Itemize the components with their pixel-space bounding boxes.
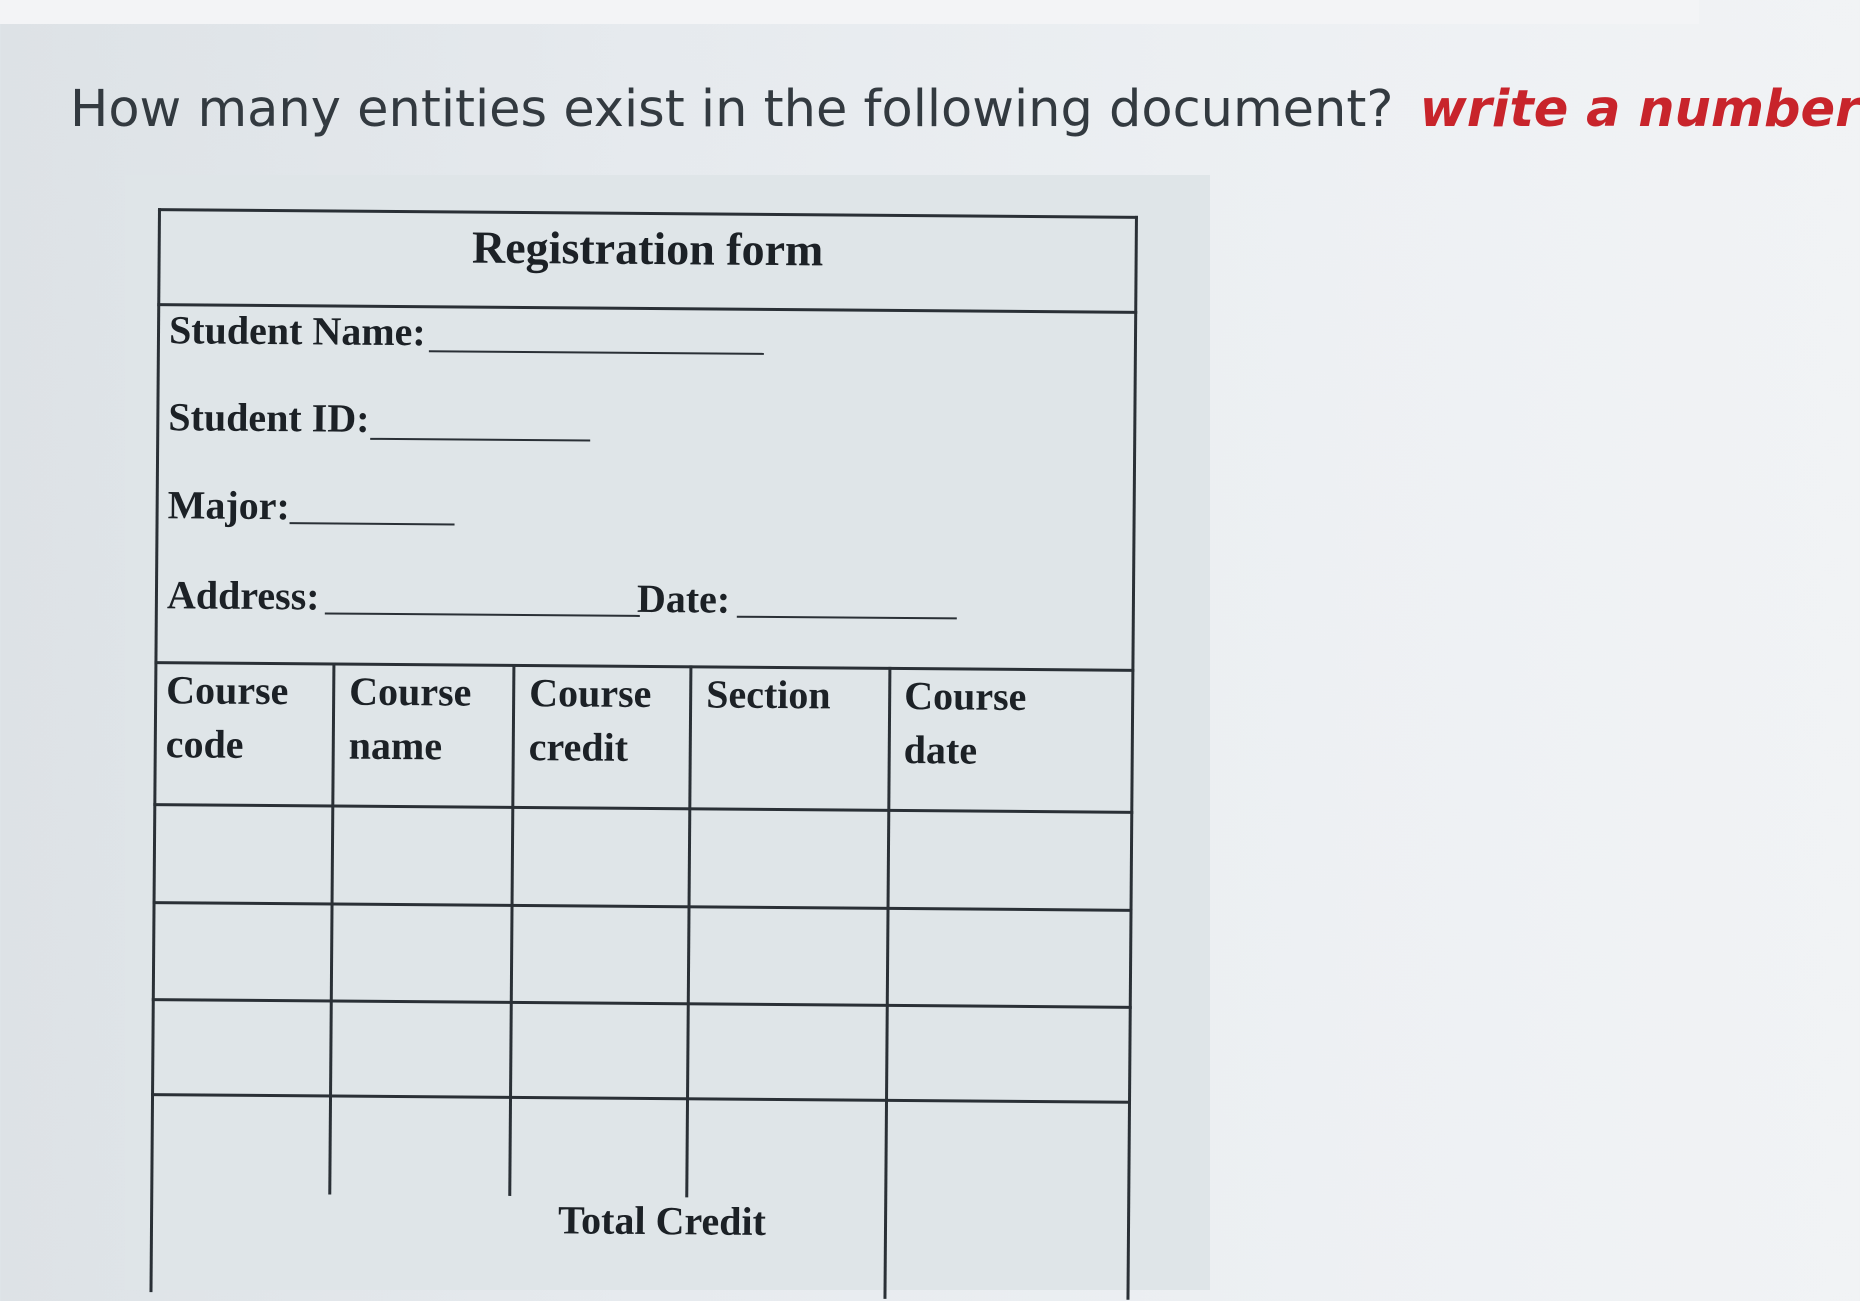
column-header-line2: date (903, 727, 978, 773)
column-header-line2: name (348, 722, 443, 769)
question-prompt (70, 70, 1860, 150)
form-title: Registration form (471, 221, 824, 276)
column-header-course-date (904, 669, 1085, 778)
registration-form (132, 208, 1140, 1298)
column-header-line1: Course (349, 668, 472, 715)
column-header-line1: Course (166, 667, 289, 714)
question-text: How many entities exist in the following document? (70, 80, 1394, 139)
column-header-course-credit (529, 666, 710, 775)
column-header-section (706, 667, 886, 722)
address-label: Address: (166, 572, 320, 619)
column-header-course-name (349, 665, 530, 774)
major-label: Major: (167, 482, 290, 529)
column-header-line1: Section (706, 671, 831, 718)
student-id-label: Student ID: (168, 394, 370, 441)
column-header-course-code (166, 663, 347, 772)
date-label: Date: (636, 575, 731, 622)
question-instruction: write a number (1419, 80, 1860, 139)
column-header-line1: Course (904, 673, 1027, 719)
column-header-line2: credit (528, 724, 629, 770)
column-header-line2: code (165, 721, 244, 767)
screen-top-band (0, 0, 1699, 24)
column-header-line1: Course (529, 670, 652, 717)
total-credit-label: Total Credit (557, 1197, 767, 1244)
student-name-label: Student Name: (168, 307, 426, 355)
